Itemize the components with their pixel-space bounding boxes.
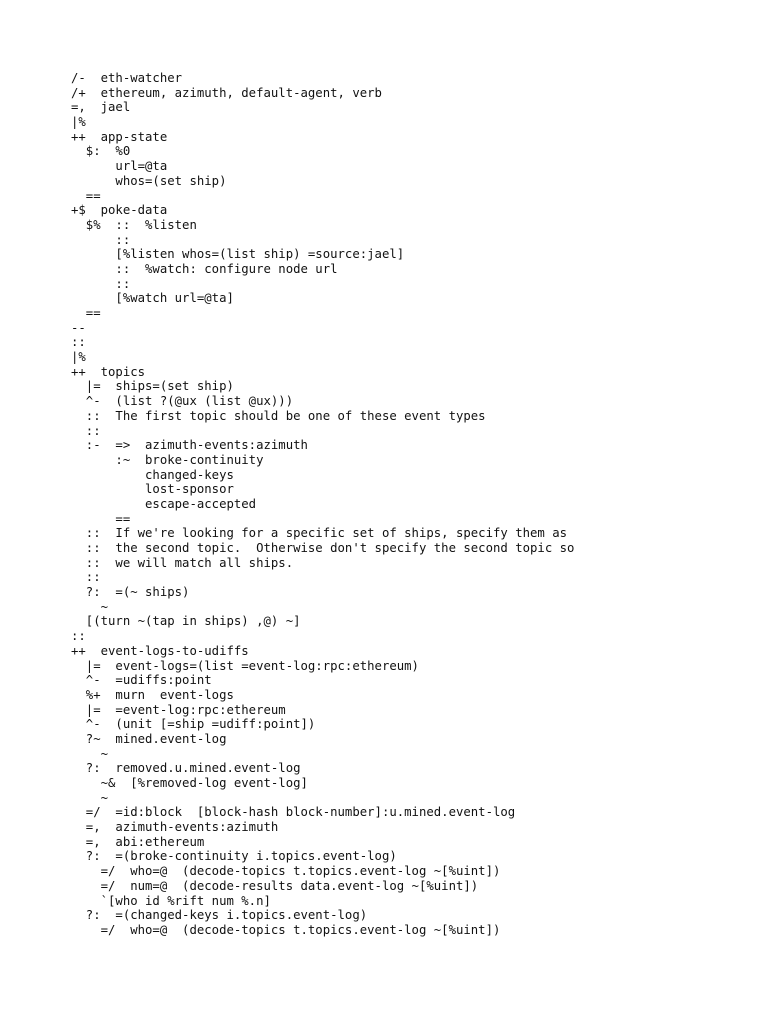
code-line: ?: =(broke-continuity i.topics.event-log) bbox=[71, 849, 397, 864]
code-line: :: If we're looking for a specific set of ships, specify them as bbox=[71, 526, 568, 541]
code-line: =/ =id:block [block-hash block-number]:u.mined.event-log bbox=[71, 805, 516, 820]
code-line: ?~ mined.event-log bbox=[71, 731, 227, 746]
code-line: ~& [%removed-log event-log] bbox=[71, 776, 308, 790]
code-line: =, jael bbox=[71, 100, 131, 115]
code-line: %+ murn event-logs bbox=[71, 687, 234, 702]
code-line: |% bbox=[71, 115, 86, 130]
code-line: :: bbox=[71, 276, 131, 291]
code-line: /- eth-watcher bbox=[71, 71, 183, 85]
code-line: [%listen whos=(list ship) =source:jael] bbox=[71, 247, 405, 262]
code-line: changed-keys bbox=[71, 467, 234, 482]
code-line: whos=(set ship) bbox=[71, 173, 227, 188]
code-line: +$ poke-data bbox=[71, 203, 168, 218]
code-line: [%watch url=@ta] bbox=[71, 291, 234, 306]
code-line: $% :: %listen bbox=[71, 217, 197, 232]
code-line: == bbox=[71, 511, 131, 526]
code-line: ~ bbox=[71, 746, 109, 761]
code-line: |= event-logs=(list =event-log:rpc:ethereum) bbox=[71, 658, 419, 673]
code-line: ?: =(~ ships) bbox=[71, 585, 190, 600]
code-line: :: bbox=[71, 335, 86, 350]
code-line: =/ who=@ (decode-topics t.topics.event-log ~[%uint]) bbox=[71, 864, 501, 879]
code-line: =/ who=@ (decode-topics t.topics.event-log ~[%uint]) bbox=[71, 922, 501, 937]
code-line: [(turn ~(tap in ships) ,@) ~] bbox=[71, 614, 301, 629]
code-line: `[who id %rift num %.n] bbox=[71, 893, 271, 908]
code-line: ++ topics bbox=[71, 364, 146, 379]
code-line: ?: removed.u.mined.event-log bbox=[71, 761, 301, 776]
code-document bbox=[71, 71, 748, 938]
code-line: :: The first topic should be one of these event types bbox=[71, 408, 486, 423]
code-line: :: bbox=[71, 232, 131, 247]
code-line: |% bbox=[71, 350, 86, 365]
code-line: ^- (unit [=ship =udiff:point]) bbox=[71, 717, 316, 732]
code-line: =, abi:ethereum bbox=[71, 834, 205, 849]
code-line: :: bbox=[71, 570, 101, 585]
code-line: =, azimuth-events:azimuth bbox=[71, 820, 279, 835]
code-line: :: bbox=[71, 423, 101, 438]
code-line: == bbox=[71, 306, 101, 320]
code-line: =/ num=@ (decode-results data.event-log ~[%uint]) bbox=[71, 878, 479, 893]
code-line: == bbox=[71, 188, 101, 203]
code-line: |= ships=(set ship) bbox=[71, 379, 234, 394]
code-line: :~ broke-continuity bbox=[71, 452, 264, 467]
code-line: :- => azimuth-events:azimuth bbox=[71, 438, 308, 453]
code-line: /+ ethereum, azimuth, default-agent, verb bbox=[71, 85, 382, 100]
code-line: ++ event-logs-to-udiffs bbox=[71, 643, 249, 658]
code-line: :: bbox=[71, 629, 86, 644]
code-line: :: %watch: configure node url bbox=[71, 261, 338, 276]
code-line: -- bbox=[71, 320, 86, 335]
code-line: ~ bbox=[71, 599, 109, 614]
code-line: ^- (list ?(@ux (list @ux))) bbox=[71, 394, 294, 409]
code-line: ^- =udiffs:point bbox=[71, 673, 212, 688]
code-line: lost-sponsor bbox=[71, 482, 234, 497]
code-line: :: the second topic. Otherwise don't specify the second topic so bbox=[71, 541, 575, 555]
code-line: ~ bbox=[71, 790, 109, 805]
code-line: ++ app-state bbox=[71, 129, 168, 144]
code-line: |= =event-log:rpc:ethereum bbox=[71, 702, 286, 717]
code-line: ?: =(changed-keys i.topics.event-log) bbox=[71, 908, 368, 923]
code-line: escape-accepted bbox=[71, 496, 257, 511]
code-line: $: %0 bbox=[71, 144, 131, 159]
code-line: :: we will match all ships. bbox=[71, 555, 294, 570]
code-line: url=@ta bbox=[71, 159, 168, 174]
